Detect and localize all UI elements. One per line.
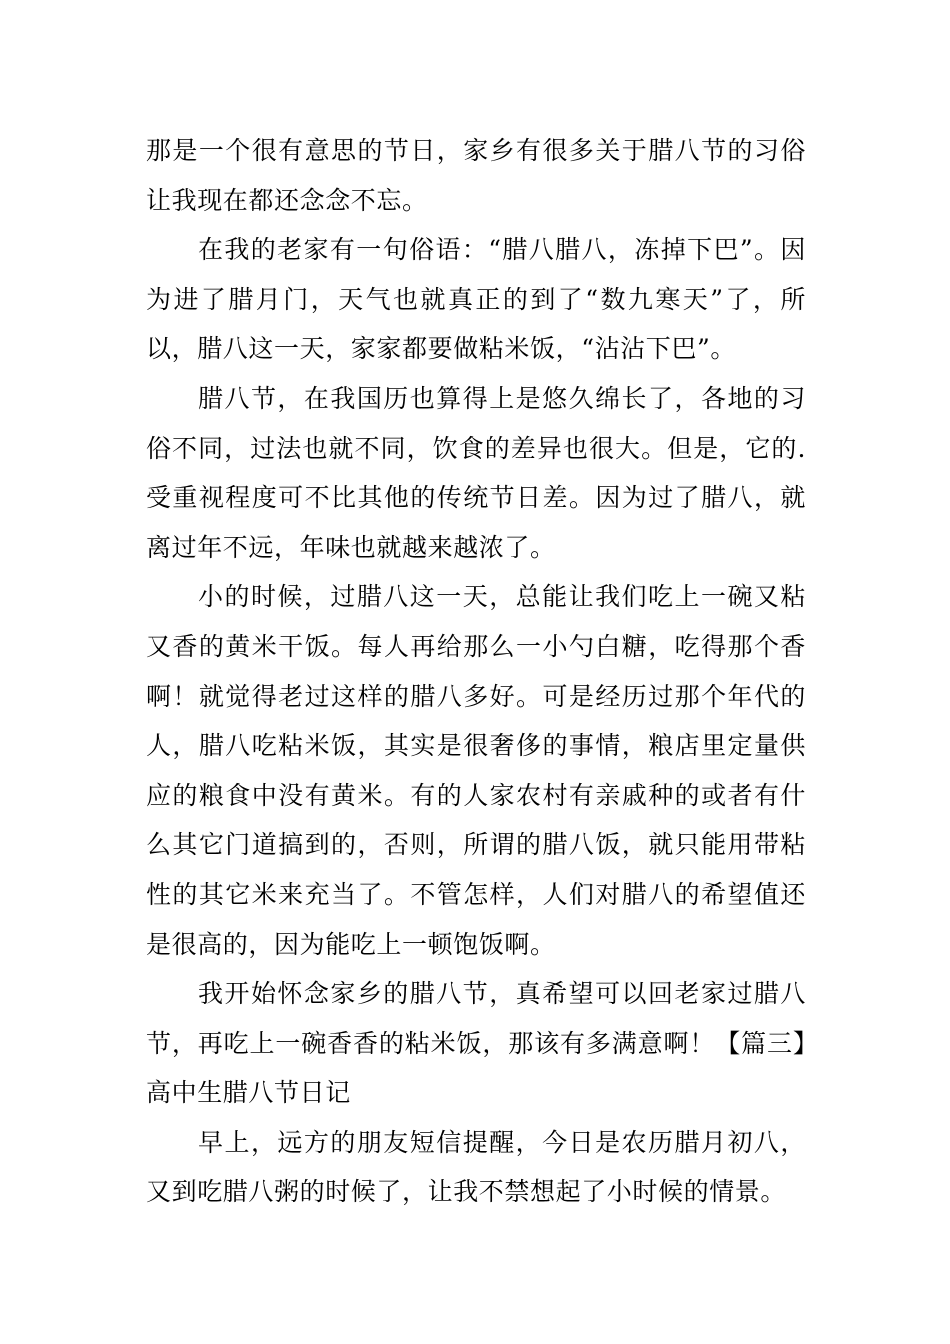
paragraph-4: 小的时候，过腊八这一天，总能让我们吃上一碗又粘又香的黄米干饭。每人再给那么一小勺白糖，吃得那个香啊！就觉得老过这样的腊八多好。可是经历过那个年代的人，腊八吃粘米饭，其实是很奢侈的事情，粮店里定量供应的粮食中没有黄米。有的人家农村有亲戚种的或者有什么其它门道搞到的，否则，所谓的腊八饭，就只能用带粘性的其它米来充当了。不管怎样，人们对腊八的希望值还是很高的，因为能吃上一顿饱饭啊。 [146,582,806,959]
paragraph-5: 我开始怀念家乡的腊八节，真希望可以回老家过腊八节，再吃上一碗香香的粘米饭，那该有多满意啊！【篇三】高中生腊八节日记 [146,979,806,1108]
document-body [146,126,806,1217]
paragraph-2: 在我的老家有一句俗语：“腊八腊八，冻掉下巴”。因为进了腊月门，天气也就真正的到了“数九寒天”了，所以，腊八这一天，家家都要做粘米饭，“沾沾下巴”。 [146,235,806,364]
paragraph-3: 腊八节，在我国历也算得上是悠久绵长了，各地的习俗不同，过法也就不同，饮食的差异也很大。但是，它的.受重视程度可不比其他的传统节日差。因为过了腊八，就离过年不远，年味也就越来越浓了。 [146,383,806,562]
paragraph-1: 那是一个很有意思的节日，家乡有很多关于腊八节的习俗让我现在都还念念不忘。 [146,136,806,215]
paragraph-6: 早上，远方的朋友短信提醒，今日是农历腊月初八，又到吃腊八粥的时候了，让我不禁想起了小时候的情景。 [146,1127,806,1207]
